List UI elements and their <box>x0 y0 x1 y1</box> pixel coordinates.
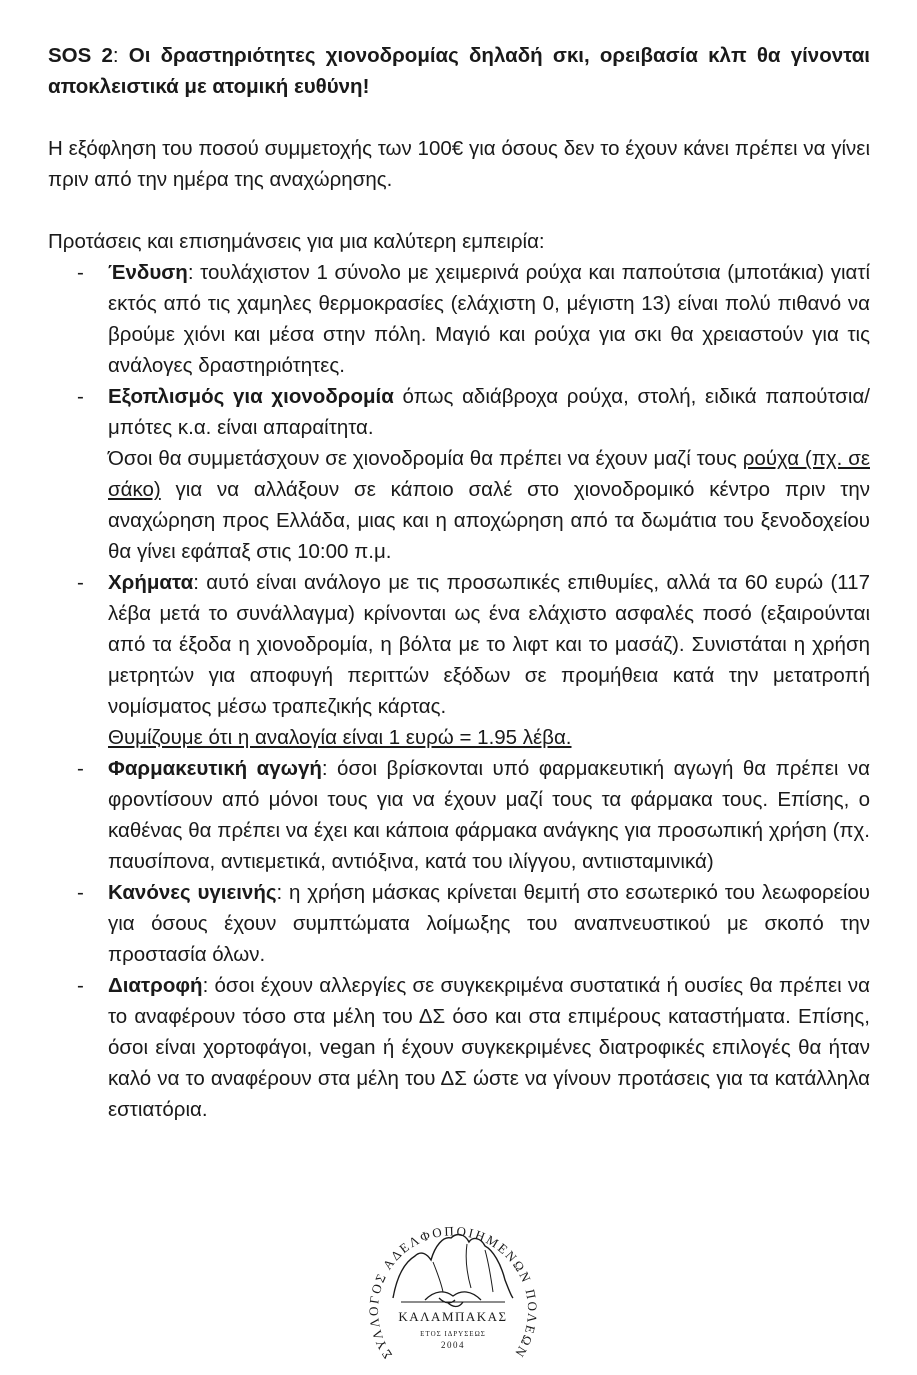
sub-text-underlined: ρούχα (πχ. σε σάκο) <box>108 447 870 501</box>
list-item-hygiene <box>48 877 870 970</box>
list-item-ski-equipment <box>48 381 870 567</box>
list-dash: - <box>77 385 84 408</box>
sos-label: SOS 2 <box>48 44 113 67</box>
list-dash: - <box>77 974 84 997</box>
list-dash: - <box>77 881 84 904</box>
sos-notice <box>48 40 870 102</box>
suggestions-intro: Προτάσεις και επισημάνσεις για μια καλύτερη εμπειρία: <box>48 230 545 253</box>
suggestions-list <box>48 257 870 1125</box>
sub-text-pre: Όσοι θα συμμετάσχουν σε χιονοδρομία θα πρέπει να έχουν μαζί τους <box>108 447 743 470</box>
sub-text-post: για να αλλάξουν σε κάποιο σαλέ στο χιονοδρομικό κέντρο πριν την αναχώρηση προς Ελλάδα, μιας και η αποχώρηση από τα δωμάτια του ξενοδοχείου θα γίνει εφάπαξ στις 10:00 π.μ. <box>108 478 870 563</box>
logo-mountain-details <box>433 1244 493 1292</box>
item-title: Φαρμακευτική αγωγή <box>108 757 322 780</box>
list-dash: - <box>77 571 84 594</box>
item-title: Εξοπλισμός για χιονοδρομία <box>108 385 394 408</box>
list-item-medication <box>48 753 870 877</box>
logo-arc-textpath: ΣΥΛΛΟΓΟΣ ΑΔΕΛΦΟΠΟΙΗΜΕΝΩΝ ΠΟΛΕΩΝ <box>365 1223 541 1362</box>
item-title: Κανόνες υγιεινής <box>108 881 277 904</box>
sos-separator: : <box>112 44 129 67</box>
sos-text: Οι δραστηριότητες χιονοδρομίας δηλαδή σκι, ορειβασία κλπ θα γίνονται αποκλειστικά με ατομική ευθύνη! <box>48 44 870 98</box>
association-logo <box>355 1180 551 1370</box>
logo-seal-icon <box>355 1180 551 1370</box>
item-title: Διατροφή <box>108 974 203 997</box>
list-dash: - <box>77 757 84 780</box>
item-text: : η χρήση μάσκας κρίνεται θεμιτή στο εσωτερικό του λεωφορείου για όσους έχουν συμπτώματα λοίμωξης του αναπνευστικού με σκοπό την προστασία όλων. <box>108 881 870 966</box>
logo-founded-label: ΕΤΟΣ ΙΔΡΥΣΕΩΣ <box>420 1330 486 1338</box>
list-item-clothing <box>48 257 870 381</box>
document-page <box>48 40 870 1125</box>
item-text: : όσοι βρίσκονται υπό φαρμακευτική αγωγή θα πρέπει να φροντίσουν από μόνοι τους για να έχουν μαζί τους τα φάρμακα τους. Επίσης, ο καθένας θα πρέπει να έχει και κάποια φάρμακα ανάγκης για προσωπική χρήση (πχ. παυσίπονα, αντιεμετικά, αντιόξινα, κατά του ιλίγγου, αντιισταμινικά) <box>108 757 870 873</box>
item-subparagraph <box>108 443 870 567</box>
payment-paragraph: Η εξόφληση του ποσού συμμετοχής των 100€ για όσους δεν το έχουν κάνει πρέπει να γίνει πριν από την ημέρα της αναχώρησης. <box>48 137 870 191</box>
logo-handshake <box>425 1292 481 1307</box>
list-item-diet <box>48 970 870 1125</box>
item-title: Ένδυση <box>108 261 188 284</box>
item-text: : όσοι έχουν αλλεργίες σε συγκεκριμένα συστατικά ή ουσίες θα πρέπει να το αναφέρουν τόσο στα μέλη του ΔΣ όσο και στα επιμέρους καταστήματα. Επίσης, όσοι είναι χορτοφάγοι, vegan ή έχουν συγκεκριμένες διατροφικές επιλογές θα ήταν καλό να το αναφέρουν στα μέλη του ΔΣ ώστε να γίνουν προτάσεις για τα κατάλληλα εστιατόρια. <box>108 974 870 1121</box>
exchange-rate-text: Θυμίζουμε ότι η αναλογία είναι 1 ευρώ = 1.95 λέβα. <box>108 726 572 749</box>
logo-year: 2004 <box>441 1340 465 1350</box>
item-title: Χρήματα <box>108 571 194 594</box>
logo-city-name: ΚΑΛΑΜΠΑΚΑΣ <box>398 1309 508 1324</box>
exchange-rate-note <box>108 722 870 753</box>
item-text: όπως αδιάβροχα ρούχα, στολή, ειδικά παπούτσια/μπότες κ.α. είναι απαραίτητα. <box>108 385 870 439</box>
item-text: : αυτό είναι ανάλογο με τις προσωπικές επιθυμίες, αλλά τα 60 ευρώ (117 λέβα μετά το συνάλλαγμα) κρίνονται ως ένα ελάχιστο ασφαλές ποσό (εξαιρούνται από τα έξοδα η χιονοδρομία, η βόλτα με το λιφτ και το μασάζ). Συνιστάται η χρήση μετρητών για αποφυγή περιττών εξόδων σε προμήθεια κατά την μετατροπή νομίσματος μέσω τραπεζικής κάρτας. <box>108 571 870 718</box>
item-text: : τουλάχιστον 1 σύνολο με χειμερινά ρούχα και παπούτσια (μποτάκια) γιατί εκτός από τις χαμηλες θερμοκρασίες (ελάχιστη 0, μέγιστη 13) είναι πολύ πιθανό να βρούμε χιόνι και μέσα στην πόλη. Μαγιό και ρούχα για σκι θα χρειαστούν για τις ανάλογες δραστηριότητες. <box>108 261 870 377</box>
list-item-money <box>48 567 870 753</box>
list-dash: - <box>77 261 84 284</box>
